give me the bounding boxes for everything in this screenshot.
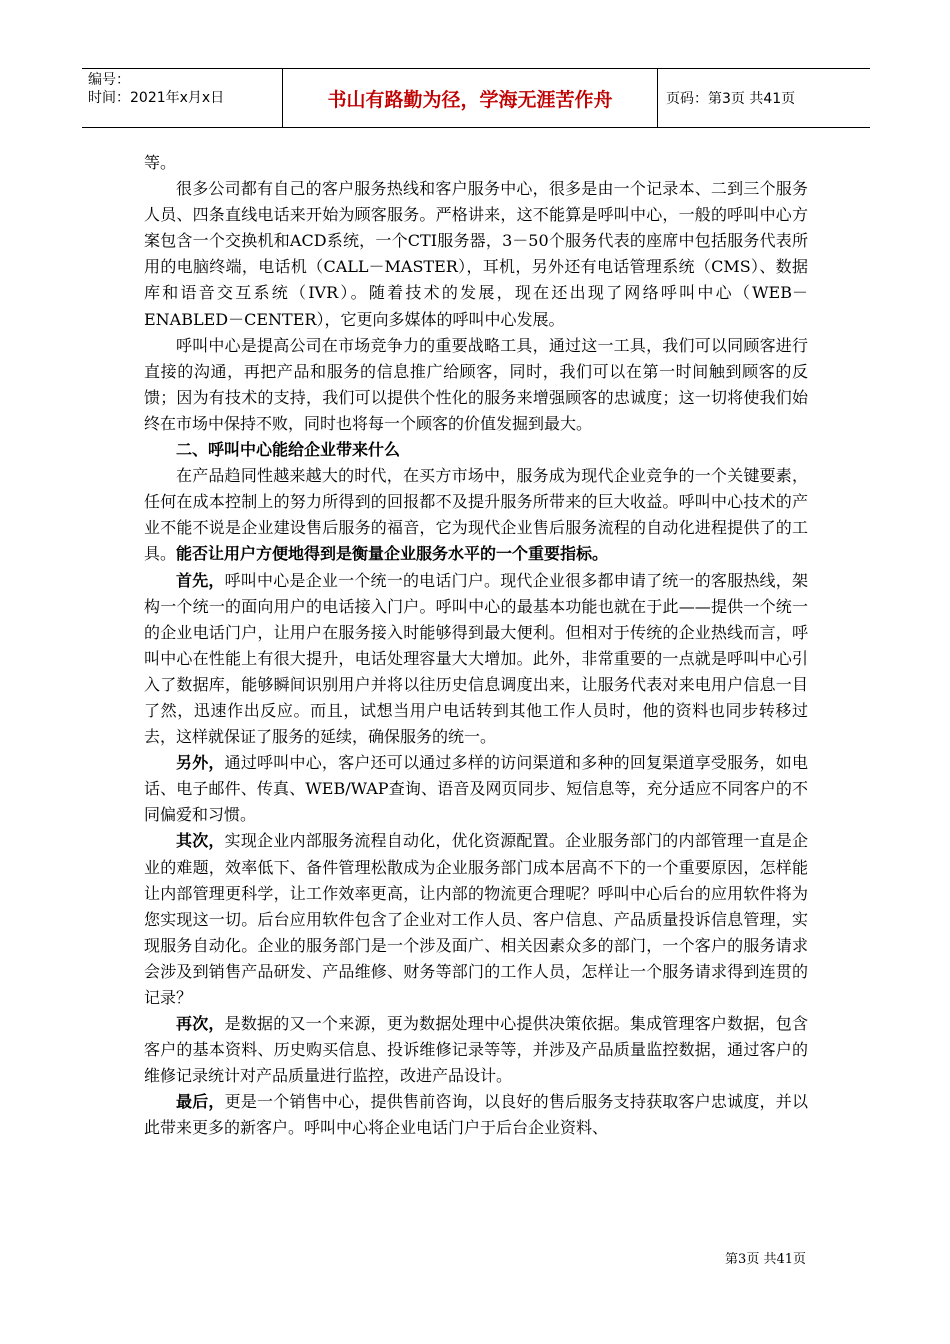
paragraph-text: 等。 [144, 153, 177, 172]
paragraph [144, 750, 808, 828]
paragraph [144, 333, 808, 437]
paragraph-lead: 首先， [176, 570, 225, 590]
header-motto: 书山有路勤为径，学海无涯苦作舟 [282, 69, 658, 127]
paragraph-lead: 其次， [176, 831, 225, 851]
paragraph [144, 568, 808, 751]
page-header [82, 68, 870, 128]
paragraph [144, 1089, 808, 1141]
header-page-info: 页码：第3页 共41页 [666, 91, 796, 107]
paragraph-bold-tail: 能否让用户方便地得到是衡量企业服务水平的一个重要指标。 [176, 544, 609, 564]
paragraph [144, 463, 808, 567]
paragraph [144, 150, 808, 176]
paragraph [144, 828, 808, 1011]
header-meta [82, 69, 282, 127]
paragraph [144, 176, 808, 333]
paragraph-text: 通过呼叫中心，客户还可以通过多样的访问渠道和多种的回复渠道享受服务，如电话、电子邮件、传真、WEB/WAP查询、语音及网页同步、短信息等，充分适应不同客户的不同偏爱和习惯。 [144, 753, 808, 825]
paragraph-text: 实现企业内部服务流程自动化，优化资源配置。企业服务部门的内部管理一直是企业的难题，效率低下、备件管理松散成为企业服务部门成本居高不下的一个重要原因，怎样能让内部管理更科学，让工作效率更高，让内部的物流更合理呢？呼叫中心后台的应用软件将为您实现这一切。后台应用软件包含了企业对工作人员、客户信息、产品质量投诉信息管理，实现服务自动化。企业的服务部门是一个涉及面广、相关因素众多的部门，一个客户的服务请求会涉及到销售产品研发、产品维修、财务等部门的工作人员，怎样让一个服务请求得到连贯的记录？ [144, 831, 808, 1007]
paragraph-text: 呼叫中心是企业一个统一的电话门户。现代企业很多都申请了统一的客服热线，架构一个统一的面向用户的电话接入门户。呼叫中心的最基本功能也就在于此——提供一个统一的企业电话门户，让用户在服务接入时能够得到最大便利。但相对于传统的企业热线而言，呼叫中心在性能上有很大提升，电话处理容量大大增加。此外，非常重要的一点就是呼叫中心引入了数据库，能够瞬间识别用户并将以往历史信息调度出来，让服务代表对来电用户信息一目了然，迅速作出反应。而且，试想当用户电话转到其他工作人员时，他的资料也同步转移过去，这样就保证了服务的延续，确保服务的统一。 [144, 570, 808, 747]
paragraph-text: 呼叫中心是提高公司在市场竞争力的重要战略工具，通过这一工具，我们可以同顾客进行直接的沟通，再把产品和服务的信息推广给顾客，同时，我们可以在第一时间触到顾客的反馈；因为有技术的支持，我们可以提供个性化的服务来增强顾客的忠诚度；这一切将使我们始终在市场中保持不败，同时也将每一个顾客的价值发掘到最大。 [144, 335, 808, 433]
paragraph-text: 很多公司都有自己的客户服务热线和客户服务中心，很多是由一个记录本、二到三个服务人员、四条直线电话来开始为顾客服务。严格讲来，这不能算是呼叫中心，一般的呼叫中心方案包含一个交换机和ACD系统，一个CTI服务器，3－50个服务代表的座席中包括服务代表所用的电脑终端，电话机（CALL－MASTER），耳机，另外还有电话管理系统（CMS）、数据库和语音交互系统（IVR）。随着技术的发展，现在还出现了网络呼叫中心（WEB－ENABLED－CENTER），它更向多媒体的呼叫中心发展。 [144, 179, 808, 329]
paragraph-text: 更是一个销售中心，提供售前咨询，以良好的售后服务支持获取客户忠诚度，并以此带来更多的新客户。呼叫中心将企业电话门户于后台企业资料、 [144, 1092, 808, 1138]
document-body [144, 150, 808, 1142]
paragraph-text: 是数据的又一个来源，更为数据处理中心提供决策依据。集成管理客户数据，包含客户的基本资料、历史购买信息、投诉维修记录等等，并涉及产品质量监控数据，通过客户的维修记录统计对产品质量进行监控，改进产品设计。 [144, 1014, 808, 1086]
section-heading: 二、呼叫中心能给企业带来什么 [176, 440, 401, 460]
document-number-label: 编号： [88, 72, 130, 88]
paragraph-lead: 再次， [176, 1014, 225, 1034]
paragraph-lead: 另外， [176, 753, 225, 773]
paragraph-text: 在产品趋同性越来越大的时代，在买方市场中，服务成为现代企业竞争的一个关键要素，任何在成本控制上的努力所得到的回报都不及提升服务所带来的巨大收益。呼叫中心技术的产业不能不说是企业建设售后服务的福音，它为现代企业售后服务流程的自动化进程提供了的工具。 [144, 466, 808, 564]
paragraph-lead: 最后， [176, 1092, 225, 1112]
paragraph [144, 1011, 808, 1089]
document-date: 时间：2021年x月x日 [88, 90, 225, 106]
page-footer: 第3页 共41页 [725, 1252, 806, 1267]
